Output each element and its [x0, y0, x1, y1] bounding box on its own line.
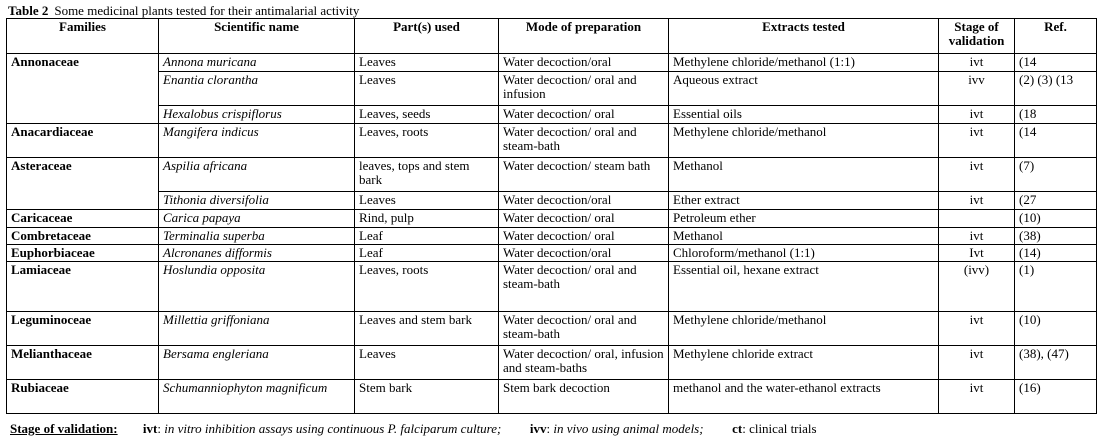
part-cell: Leaves: [355, 192, 499, 210]
table-row: [7, 210, 1097, 228]
family-cell: Euphorbiaceae: [7, 245, 159, 262]
scientific-name-cell: Alcronanes difformis: [159, 245, 355, 262]
family-cell: Lamiaceae: [7, 262, 159, 312]
table-row: [7, 312, 1097, 346]
mode-cell: Water decoction/ oral: [499, 210, 669, 228]
stage-of-validation-legend: Stage of validation: ivt: in vitro inhibition assays using continuous P. falciparum culture; ivv: in vivo using animal models; ct: clinical trials: [10, 421, 817, 436]
family-cell: Leguminoceae: [7, 312, 159, 346]
legend-code-ivv: ivv: [529, 421, 547, 436]
table-row: [7, 262, 1097, 312]
family-cell: Rubiaceae: [7, 380, 159, 414]
extract-cell: Methanol: [669, 158, 939, 192]
mode-cell: Water decoction/ oral and steam-bath: [499, 124, 669, 158]
stage-cell: ivt: [939, 192, 1015, 210]
medicinal-plants-table: [6, 18, 1097, 414]
header-extracts-tested: Extracts tested: [669, 19, 939, 54]
stage-cell: ivt: [939, 380, 1015, 414]
family-cell: Melianthaceae: [7, 346, 159, 380]
stage-cell: Ivt: [939, 245, 1015, 262]
ref-cell: (2) (3) (13: [1015, 72, 1097, 106]
mode-cell: Water decoction/ oral: [499, 106, 669, 124]
legend-desc-ivt: in vitro inhibition assays using continuous P. falciparum culture;: [164, 421, 502, 436]
header-families: Families: [7, 19, 159, 54]
part-cell: Leaf: [355, 245, 499, 262]
family-cell: Annonaceae: [7, 54, 159, 124]
table-caption-label: Table 2: [8, 3, 49, 18]
stage-cell: ivt: [939, 124, 1015, 158]
mode-cell: Water decoction/ steam bath: [499, 158, 669, 192]
extract-cell: Petroleum ether: [669, 210, 939, 228]
part-cell: Leaf: [355, 228, 499, 245]
family-cell: Caricaceae: [7, 210, 159, 228]
table-header-row: [7, 19, 1097, 54]
part-cell: Leaves, roots: [355, 124, 499, 158]
extract-cell: Ether extract: [669, 192, 939, 210]
part-cell: Leaves: [355, 72, 499, 106]
table-row: [7, 72, 1097, 106]
family-cell: Asteraceae: [7, 158, 159, 210]
extract-cell: Methylene chloride/methanol (1:1): [669, 54, 939, 72]
legend-label: Stage of validation:: [10, 421, 118, 436]
scientific-name-cell: Aspilia africana: [159, 158, 355, 192]
ref-cell: (18: [1015, 106, 1097, 124]
scientific-name-cell: Millettia griffoniana: [159, 312, 355, 346]
extract-cell: Methylene chloride/methanol: [669, 312, 939, 346]
stage-cell: ivt: [939, 158, 1015, 192]
scientific-name-cell: Hoslundia opposita: [159, 262, 355, 312]
header-stage-of-validation: Stage of validation: [939, 19, 1015, 54]
mode-cell: Water decoction/ oral, infusion and steam-baths: [499, 346, 669, 380]
extract-cell: methanol and the water-ethanol extracts: [669, 380, 939, 414]
part-cell: Leaves: [355, 346, 499, 380]
ref-cell: (27: [1015, 192, 1097, 210]
legend-desc-ct: clinical trials: [749, 421, 817, 436]
ref-cell: (10): [1015, 312, 1097, 346]
ref-cell: (14: [1015, 54, 1097, 72]
table-row: [7, 380, 1097, 414]
legend-code-ct: ct: [732, 421, 743, 436]
table-row: [7, 228, 1097, 245]
mode-cell: Water decoction/ oral: [499, 228, 669, 245]
stage-cell: ivt: [939, 228, 1015, 245]
ref-cell: (14: [1015, 124, 1097, 158]
header-ref: Ref.: [1015, 19, 1097, 54]
ref-cell: (16): [1015, 380, 1097, 414]
scientific-name-cell: Annona muricana: [159, 54, 355, 72]
family-cell: Combretaceae: [7, 228, 159, 245]
header-scientific-name: Scientific name: [159, 19, 355, 54]
family-cell: Anacardiaceae: [7, 124, 159, 158]
part-cell: Leaves and stem bark: [355, 312, 499, 346]
legend-code-ivt: ivt: [142, 421, 158, 436]
table-row: [7, 192, 1097, 210]
header-parts-used: Part(s) used: [355, 19, 499, 54]
part-cell: Rind, pulp: [355, 210, 499, 228]
scientific-name-cell: Bersama engleriana: [159, 346, 355, 380]
mode-cell: Water decoction/oral: [499, 192, 669, 210]
mode-cell: Water decoction/ oral and steam-bath: [499, 262, 669, 312]
extract-cell: Essential oils: [669, 106, 939, 124]
scientific-name-cell: Carica papaya: [159, 210, 355, 228]
part-cell: Leaves, seeds: [355, 106, 499, 124]
mode-cell: Water decoction/oral: [499, 54, 669, 72]
part-cell: Leaves, roots: [355, 262, 499, 312]
ref-cell: (1): [1015, 262, 1097, 312]
extract-cell: Methanol: [669, 228, 939, 245]
mode-cell: Water decoction/oral: [499, 245, 669, 262]
scientific-name-cell: Tithonia diversifolia: [159, 192, 355, 210]
extract-cell: Essential oil, hexane extract: [669, 262, 939, 312]
stage-cell: ivv: [939, 72, 1015, 106]
ref-cell: (10): [1015, 210, 1097, 228]
table-row: [7, 106, 1097, 124]
ref-cell: (38), (47): [1015, 346, 1097, 380]
table-row: [7, 54, 1097, 72]
table-caption-text: Some medicinal plants tested for their antimalarial activity: [54, 3, 360, 18]
part-cell: Leaves: [355, 54, 499, 72]
scientific-name-cell: Enantia clorantha: [159, 72, 355, 106]
part-cell: Stem bark: [355, 380, 499, 414]
stage-cell: [939, 210, 1015, 228]
scientific-name-cell: Terminalia superba: [159, 228, 355, 245]
table-row: [7, 158, 1097, 192]
header-mode-of-preparation: Mode of preparation: [499, 19, 669, 54]
extract-cell: Methylene chloride extract: [669, 346, 939, 380]
mode-cell: Stem bark decoction: [499, 380, 669, 414]
table-row: [7, 346, 1097, 380]
ref-cell: (14): [1015, 245, 1097, 262]
legend-desc-ivv: in vivo using animal models;: [553, 421, 704, 436]
mode-cell: Water decoction/ oral and infusion: [499, 72, 669, 106]
stage-cell: ivt: [939, 54, 1015, 72]
stage-cell: ivt: [939, 312, 1015, 346]
table-row: [7, 245, 1097, 262]
extract-cell: Aqueous extract: [669, 72, 939, 106]
table-caption: [8, 3, 359, 18]
stage-cell: (ivv): [939, 262, 1015, 312]
extract-cell: Methylene chloride/methanol: [669, 124, 939, 158]
scientific-name-cell: Hexalobus crispiflorus: [159, 106, 355, 124]
stage-cell: ivt: [939, 106, 1015, 124]
table-row: [7, 124, 1097, 158]
ref-cell: (7): [1015, 158, 1097, 192]
extract-cell: Chloroform/methanol (1:1): [669, 245, 939, 262]
stage-cell: ivt: [939, 346, 1015, 380]
part-cell: leaves, tops and stem bark: [355, 158, 499, 192]
mode-cell: Water decoction/ oral and steam-bath: [499, 312, 669, 346]
scientific-name-cell: Schumanniophyton magnificum: [159, 380, 355, 414]
ref-cell: (38): [1015, 228, 1097, 245]
scientific-name-cell: Mangifera indicus: [159, 124, 355, 158]
